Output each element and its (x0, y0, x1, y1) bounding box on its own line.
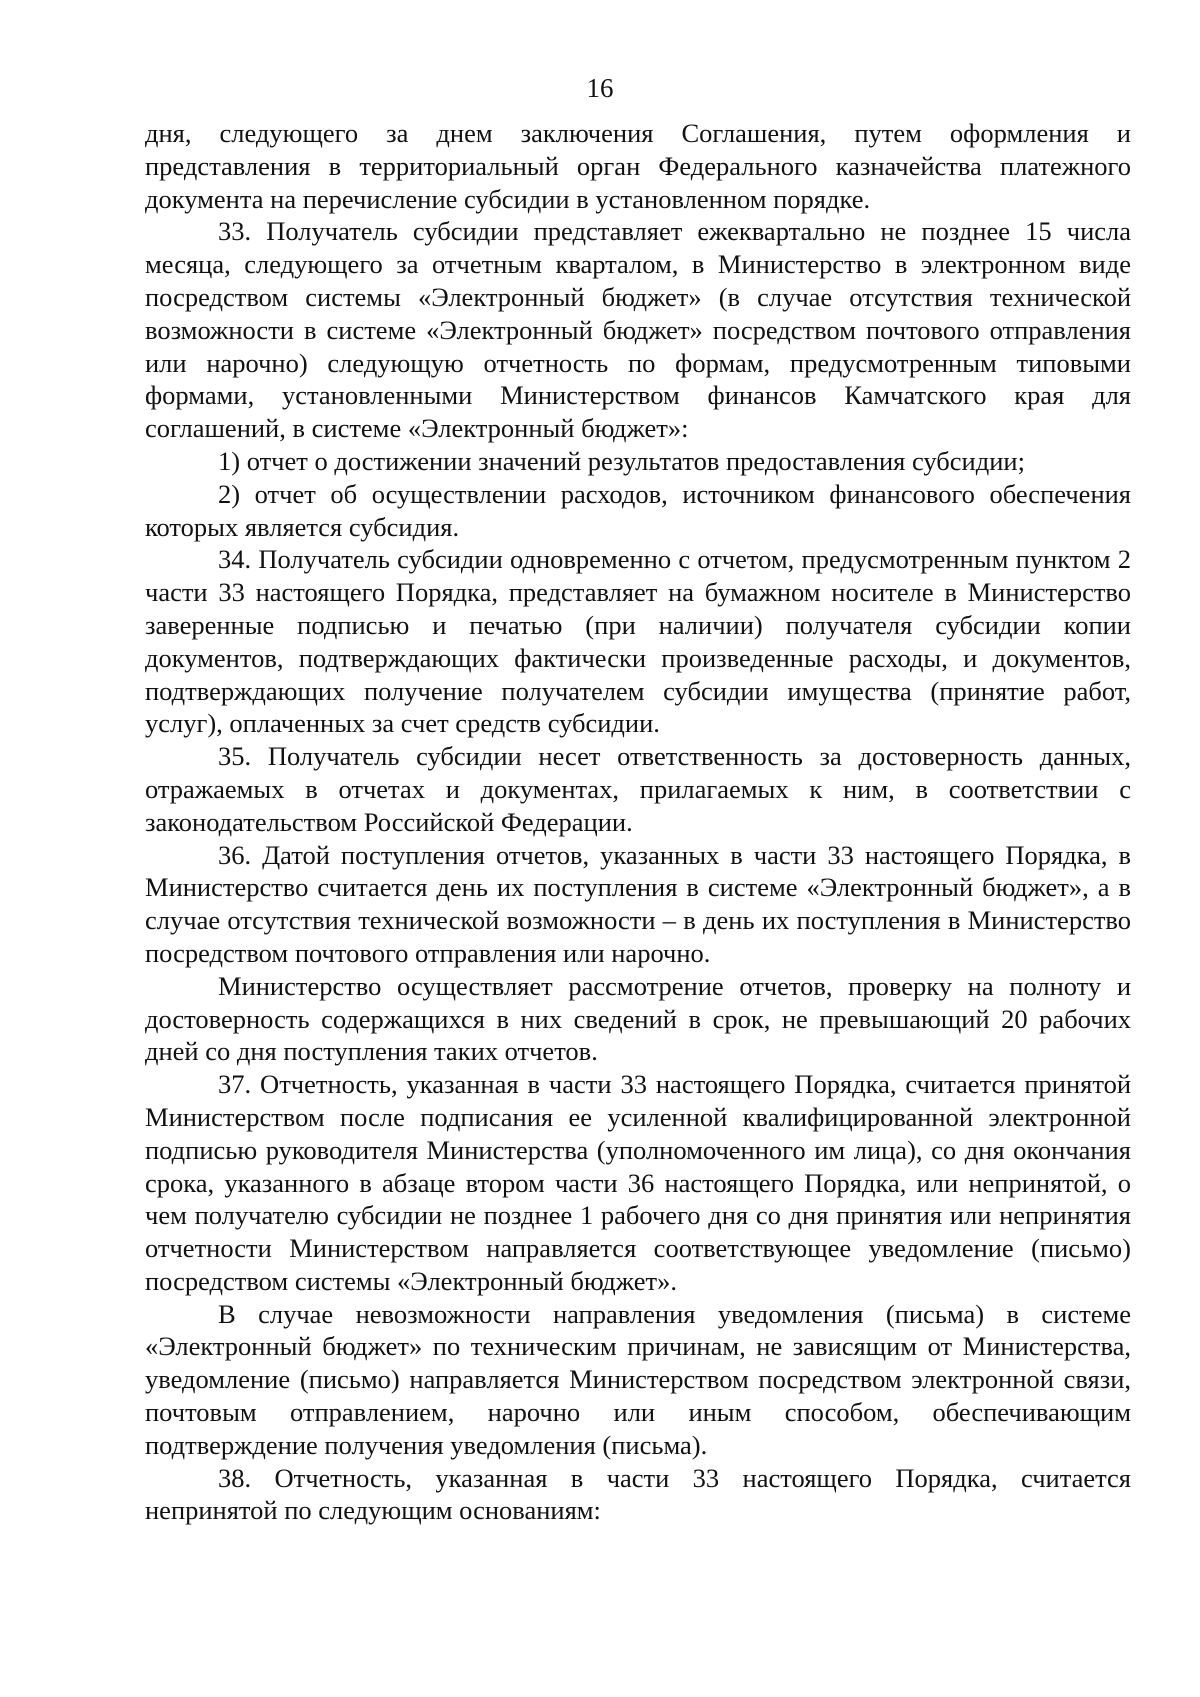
paragraph-33-item-1: 1) отчет о достижении значений результатов предоставления субсидии; (218, 445, 1025, 476)
paragraph-36: 36. Датой поступления отчетов, указанных в части 33 настоящего Порядка, в Министерство считается день их поступления в системе «Электронный бюджет», а в случае отсутствия технической возможности – в день их поступления в Министерство посредством почтового отправления или нарочно. (145, 839, 1131, 968)
paragraph-36-abzats-2: Министерство осуществляет рассмотрение отчетов, проверку на полноту и достоверность содержащихся в них сведений в срок, не превышающий 20 рабочих дней со дня поступления таких отчетов. (145, 970, 1131, 1067)
paragraph-continuation: дня, следующего за днем заключения Соглашения, путем оформления и представления в территориальный орган Федерального казначейства платежного документа на перечисление субсидии в установленном порядке. (145, 118, 1131, 214)
paragraph-38: 38. Отчетность, указанная в части 33 настоящего Порядка, считается непринятой по следующим основаниям: (145, 1462, 1131, 1526)
paragraph-37: 37. Отчетность, указанная в части 33 настоящего Порядка, считается принятой Министерством после подписания ее усиленной квалифицированной электронной подписью руководителя Министерства (уполномоченного им лица), со дня окончания срока, указанного в абзаце втором части 36 настоящего Порядка, или непринятой, о чем получателю субсидии не позднее 1 рабочего дня со дня принятия или непринятия отчетности Министерством направляется соответствующее уведомление (письмо) посредством системы «Электронный бюджет». (145, 1069, 1131, 1296)
paragraph-33: 33. Получатель субсидии представляет ежеквартально не позднее 15 числа месяца, следующего за отчетным кварталом, в Министерство в электронном виде посредством системы «Электронный бюджет» (в случае отсутствия технической возможности в системе «Электронный бюджет» посредством почтового отправления или нарочно) следующую отчетность по формам, предусмотренным типовыми формами, установленными Министерством финансов Камчатского края для соглашений, в системе «Электронный бюджет»: (145, 216, 1131, 444)
paragraph-35: 35. Получатель субсидии несет ответственность за достоверность данных, отражаемых в отчетах и документах, прилагаемых к ним, в соответствии с законодательством Российской Федерации. (145, 741, 1131, 837)
paragraph-37-abzats-2: В случае невозможности направления уведомления (письма) в системе «Электронный бюджет» по техническим причинам, не зависящим от Министерства, уведомление (письмо) направляется Министерством посредством электронной связи, почтовым отправлением, нарочно или иным способом, обеспечивающим подтверждение получения уведомления (письма). (145, 1298, 1131, 1460)
paragraph-33-item-2: 2) отчет об осуществлении расходов, источником финансового обеспечения которых является субсидия. (145, 478, 1131, 542)
document-body (145, 117, 1131, 1527)
page-number: 16 (586, 73, 614, 103)
paragraph-34: 34. Получатель субсидии одновременно с отчетом, предусмотренным пунктом 2 части 33 настоящего Порядка, представляет на бумажном носителе в Министерство заверенные подписью и печатью (при наличии) получателя субсидии копии документов, подтверждающих фактически произведенные расходы, и документов, подтверждающих получение получателем субсидии имущества (принятие работ, услуг), оплаченных за счет средств субсидии. (145, 544, 1131, 739)
